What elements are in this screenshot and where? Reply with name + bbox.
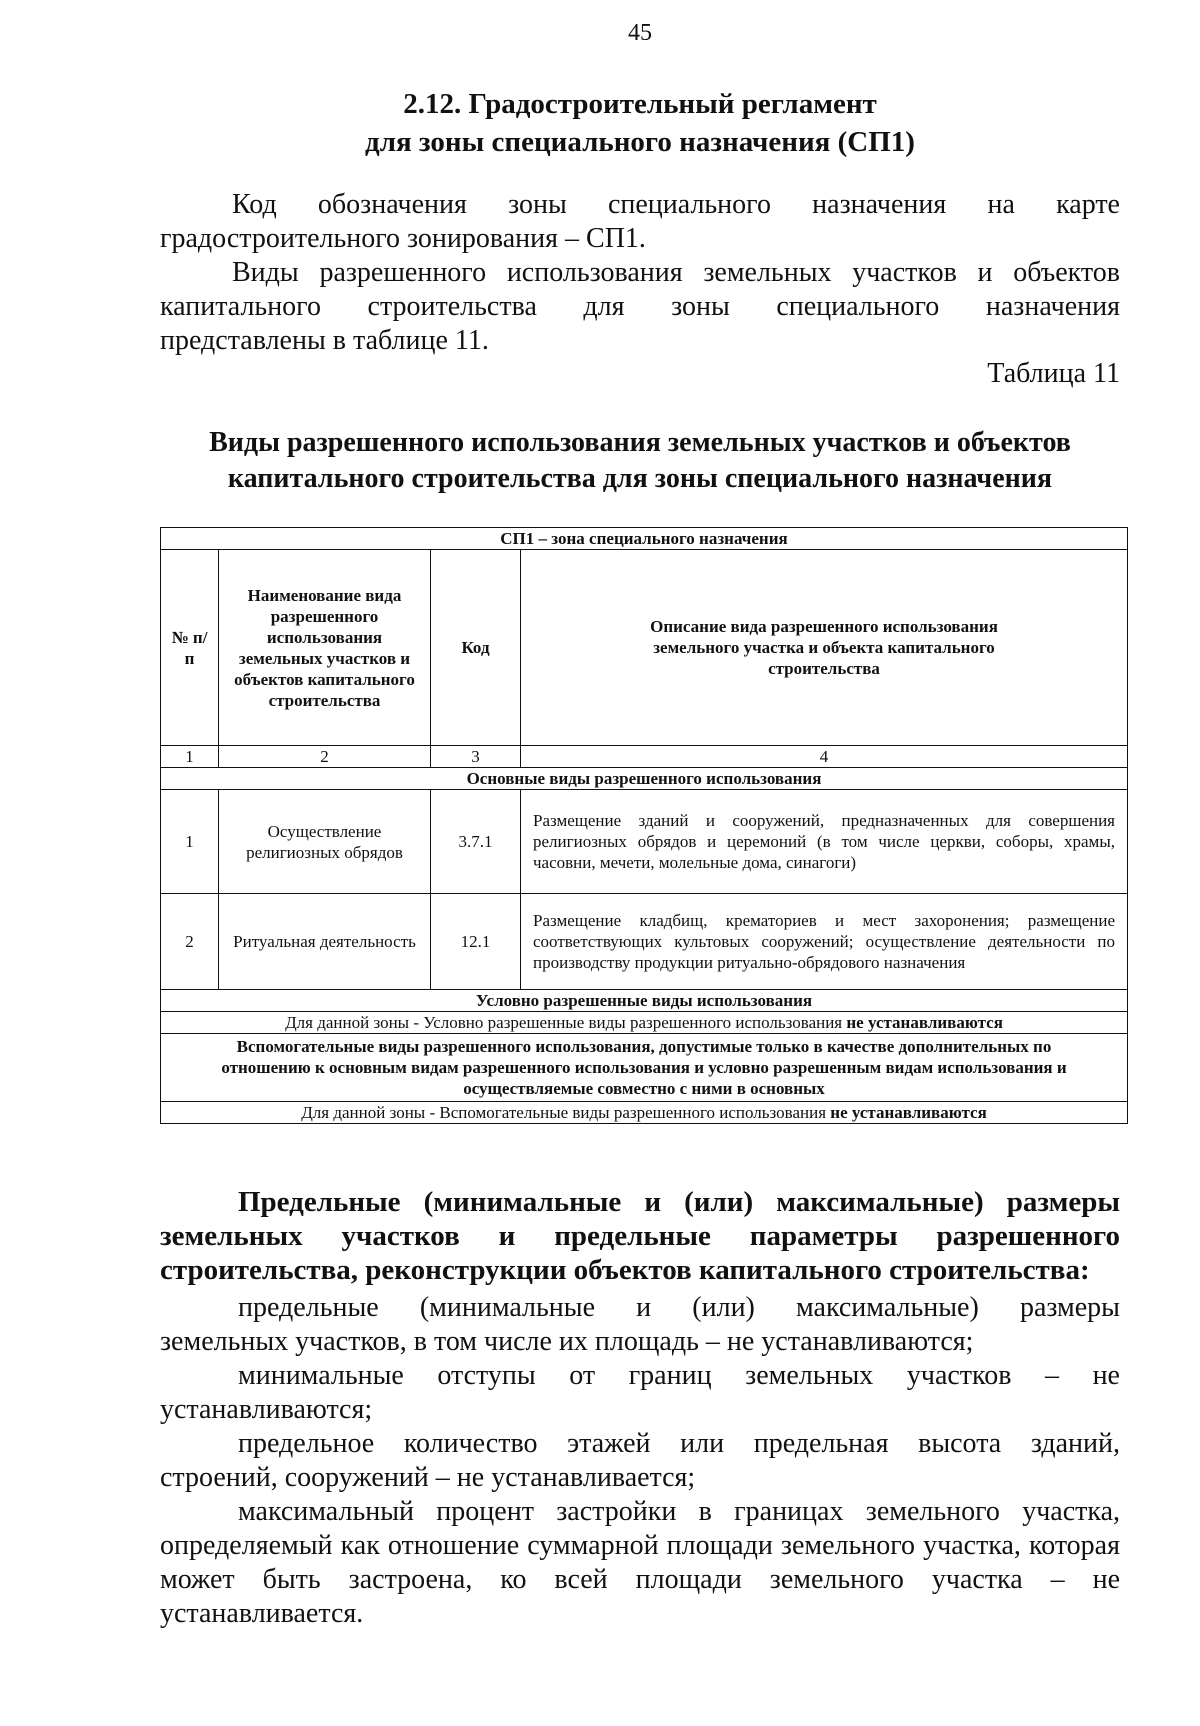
header-description: Описание вида разрешенного использования земельного участка и объекта капитального строительства [521,550,1128,746]
limits-heading-line-3: строительства, реконструкции объектов капитального строительства: [160,1254,1090,1286]
table-row [161,790,1128,894]
intro-p1-line-2: градостроительного зонирования – СП1. [160,223,646,254]
auxiliary-header-cell: Вспомогательные виды разрешенного использования, допустимые только в качестве дополнительных по отношению к основным видам разрешенного использования и условно разрешенным видам использования и осуществляемые совместно с ними в основных [161,1034,1128,1102]
row-1-num: 1 [161,790,219,894]
limit-4-rest: определяемый как отношение суммарной площади земельного участка, которая может быть застроена, ко всей площади земельного участка – не устанавливается. [160,1530,1120,1629]
conditional-note-bold: не устанавливаются [846,1013,1003,1032]
table-number: Таблица 11 [987,358,1120,389]
table-title [160,425,1120,497]
auxiliary-note-bold: не устанавливаются [830,1103,987,1122]
header-code: Код [431,550,521,746]
row-2-description: Размещение кладбищ, крематориев и мест захоронения; размещение соответствующих культовых сооружений; осуществление деятельности по производству продукции ритуально-обрядового назначения [521,894,1128,990]
limit-paragraph [160,1359,1120,1427]
limit-2-line-1: минимальные отступы от границ земельных участков – не [238,1360,1120,1391]
row-2-code: 12.1 [431,894,521,990]
table-row-main-uses-header [161,768,1128,790]
column-number-4: 4 [521,746,1128,768]
table-title-line-2: капитального строительства для зоны специального назначения [227,463,1053,494]
intro-paragraph-zone-code [160,188,1120,256]
auxiliary-note-prefix: Для данной зоны - Вспомогательные виды разрешенного использования [301,1103,831,1122]
column-number-3: 3 [431,746,521,768]
section-title [160,85,1120,161]
limit-3-line-1: предельное количество этажей или предельная высота зданий, [238,1428,1120,1459]
limit-1-line-1: предельные (минимальные и (или) максимальные) размеры [238,1292,1120,1323]
intro-p1-line-1: Код обозначения зоны специального назначения на карте [232,189,1120,220]
limit-paragraph [160,1427,1120,1495]
zone-header-cell: СП1 – зона специального назначения [161,528,1128,550]
intro-p2-line-3: представлены в таблице 11. [160,325,489,356]
limits-heading [160,1185,1120,1287]
row-1-description: Размещение зданий и сооружений, предназначенных для совершения религиозных обрядов и церемоний (в том числе церкви, соборы, храмы, часовни, мечети, молельные дома, синагоги) [521,790,1128,894]
section-title-line-2: для зоны специального назначения (СП1) [365,126,915,158]
limit-3-rest: строений, сооружений – не устанавливается; [160,1462,696,1493]
column-number-2: 2 [219,746,431,768]
table-row-column-numbers [161,746,1128,768]
limit-1-rest: земельных участков, в том числе их площадь – не устанавливаются; [160,1326,974,1357]
row-1-code: 3.7.1 [431,790,521,894]
conditional-note-prefix: Для данной зоны - Условно разрешенные виды разрешенного использования [285,1013,847,1032]
row-2-num: 2 [161,894,219,990]
table-row-zone-header [161,528,1128,550]
permitted-uses-table [160,527,1128,1124]
table-row-auxiliary-note [161,1102,1128,1124]
column-number-1: 1 [161,746,219,768]
main-uses-header-cell: Основные виды разрешенного использования [161,768,1128,790]
limit-paragraph [160,1291,1120,1359]
limit-2-rest: устанавливаются; [160,1394,373,1425]
auxiliary-note-cell [161,1102,1128,1124]
table-row [161,894,1128,990]
page-number: 45 [628,20,652,46]
header-num: № п/п [161,550,219,746]
intro-p2-line-1: Виды разрешенного использования земельных участков и объектов [232,257,1120,288]
intro-p2-line-2: капитального строительства для зоны специального назначения [160,291,1120,322]
intro-paragraph-uses [160,256,1120,358]
limit-paragraph [160,1495,1120,1631]
table-title-line-1: Виды разрешенного использования земельных участков и объектов [209,427,1071,458]
table-row-auxiliary-header [161,1034,1128,1102]
conditional-header-cell: Условно разрешенные виды использования [161,990,1128,1012]
limit-4-line-1: максимальный процент застройки в границах земельного участка, [238,1496,1120,1527]
table-row-conditional-note [161,1012,1128,1034]
row-2-name: Ритуальная деятельность [219,894,431,990]
header-name: Наименование вида разрешенного использования земельных участков и объектов капитального строительства [219,550,431,746]
table-row-headers [161,550,1128,746]
row-1-name: Осуществление религиозных обрядов [219,790,431,894]
section-title-line-1: 2.12. Градостроительный регламент [403,88,877,120]
conditional-note-cell [161,1012,1128,1034]
table-row-conditional-header [161,990,1128,1012]
limits-heading-line-1: Предельные (минимальные и (или) максимальные) размеры [238,1186,1120,1218]
limits-heading-line-2: земельных участков и предельные параметры разрешенного [160,1220,1120,1252]
